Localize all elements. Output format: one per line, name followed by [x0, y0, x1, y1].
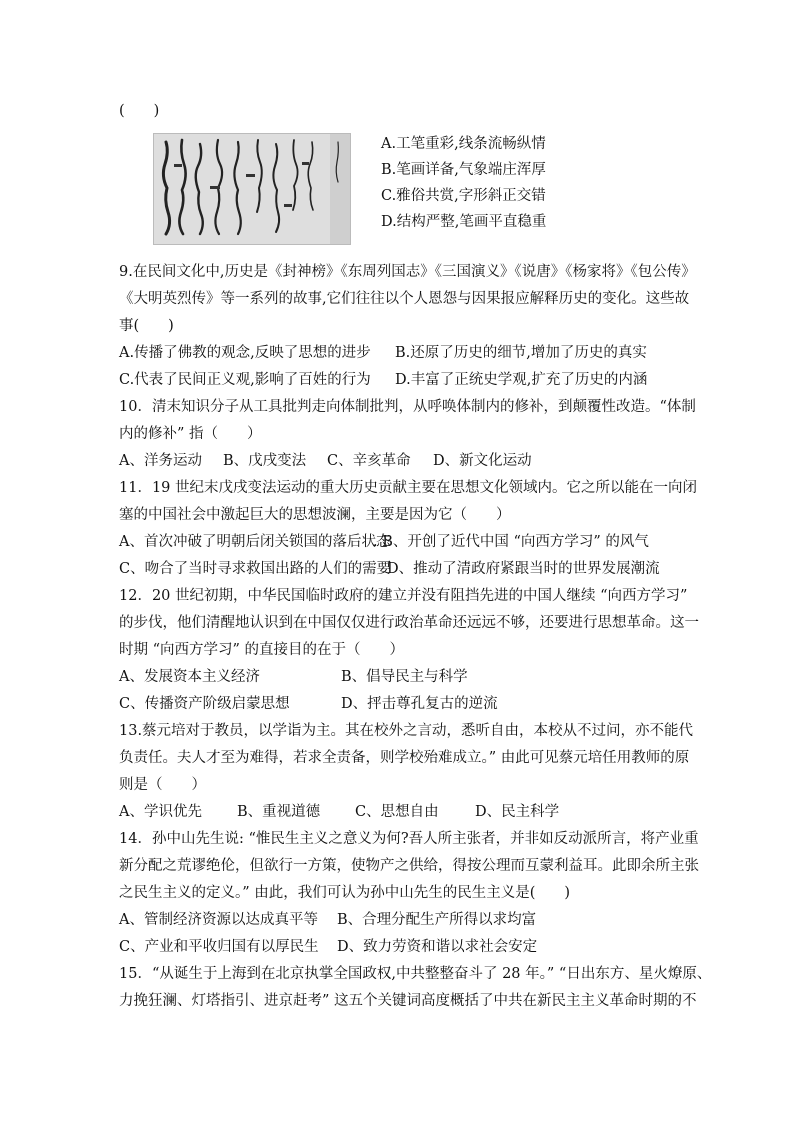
q12-stem-line-2: 的步伐，他们清醒地认识到在中国仅仅进行政治革命还远远不够，还要进行思想革命。这一: [119, 615, 699, 631]
q11-option-a: A、首次冲破了明朝后闭关锁国的落后状态: [119, 534, 391, 550]
q14-option-d: D、致力劳资和谐以求社会安定: [337, 939, 538, 955]
q12-stem-line-3: 时期 “向西方学习” 的直接目的在于（ ）: [119, 642, 405, 658]
q13-option-d: D、民主科学: [475, 804, 560, 820]
q13-option-c: C、思想自由: [355, 804, 439, 820]
q11-stem-line-2: 塞的中国社会中激起巨大的思想波澜，主要是因为它（ ）: [119, 507, 511, 523]
q10-stem-line-1: 10．清末知识分子从工具批判走向体制批判，从呼唤体制内的修补，到颠覆性改造。“体制: [119, 399, 696, 415]
q12-option-d: D、抨击尊孔复古的逆流: [341, 696, 498, 712]
q14-option-b: B、合理分配生产所得以求均富: [337, 912, 537, 928]
q10-stem-line-2: 内的修补” 指（ ）: [119, 426, 262, 442]
q10-option-b: B、戊戌变法: [223, 453, 307, 469]
q12-option-a: A、发展资本主义经济: [119, 669, 260, 685]
q11-option-b: . B、开创了近代中国 “向西方学习” 的风气: [373, 534, 649, 550]
q15-stem-line-1: 15．“从诞生于上海到在北京执掌全国政权,中共整整奋斗了 28 年。” “日出东方、星火燎原、: [119, 966, 712, 982]
q14-stem-line-2: 新分配之荒谬绝伦，但欲行一方策，使物产之供给，得按公理而互蒙利益耳。此即余所主张: [119, 858, 699, 874]
q11-stem-line-1: 11．19 世纪末戊戌变法运动的重大历史贡献主要在思想文化领域内。它之所以能在一向闭: [119, 480, 698, 496]
q9-option-b: B.还原了历史的细节,增加了历史的真实: [395, 345, 647, 361]
q10-option-d: D、新文化运动: [433, 453, 532, 469]
q13-option-b: B、重视道德: [237, 804, 321, 820]
q8-option-c: C.雅俗共赏,字形斜正交错: [381, 188, 546, 204]
q12-stem-line-1: 12．20 世纪初期，中华民国临时政府的建立并没有阻挡先进的中国人继续 “向西方学习”: [119, 588, 688, 604]
q8-option-d: D.结构严整,笔画平直稳重: [381, 214, 547, 230]
q14-option-c: C、产业和平收归国有以厚民生: [119, 939, 319, 955]
q14-option-a: A、管制经济资源以达成真平等: [119, 912, 318, 928]
q8-option-a: A.工笔重彩,线条流畅纵情: [381, 136, 546, 152]
q8-answer-bracket: ( ): [119, 103, 160, 119]
q13-stem-line-3: 则是（ ）: [119, 777, 206, 793]
q13-stem-line-2: 负责任。夫人才至为难得，若求全责备，则学校殆难成立。” 由此可见蔡元培任用教师的原: [119, 750, 690, 766]
q10-option-c: C、辛亥革命: [327, 453, 411, 469]
q11-option-c: C、吻合了当时寻求救国出路的人们的需要: [119, 561, 392, 577]
q15-stem-line-2: 力挽狂澜、灯塔指引、进京赶考” 这五个关键词高度概括了中共在新民主主义革命时期的不: [119, 993, 697, 1009]
q12-option-c: C、传播资产阶级启蒙思想: [119, 696, 290, 712]
q13-stem-line-1: 13.蔡元培对于教员，以学诣为主。其在校外之言动，悉听自由，本校从不过问，亦不能代: [119, 723, 694, 739]
q9-option-c: C.代表了民间正义观,影响了百姓的行为: [119, 372, 371, 388]
q9-option-d: D.丰富了正统史学观,扩充了历史的内涵: [395, 372, 648, 388]
q13-option-a: A、学识优先: [119, 804, 202, 820]
q14-stem-line-1: 14．孙中山先生说: “惟民生主义之意义为何?吾人所主张者，并非如反动派所言，将产业重: [119, 831, 699, 847]
calligraphy-drawing: [154, 134, 350, 244]
q10-option-a: A、洋务运动: [119, 453, 202, 469]
q9-option-a: A.传播了佛教的观念,反映了思想的进步: [119, 345, 371, 361]
q8-option-b: B.笔画详备,气象端庄浑厚: [381, 162, 546, 178]
calligraphy-image: [153, 133, 351, 245]
q12-option-b: B、倡导民主与科学: [341, 669, 468, 685]
q14-stem-line-3: 之民生主义的定义。” 由此，我们可认为孙中山先生的民生主义是( ): [119, 885, 571, 901]
q9-stem-line-2: 《大明英烈传》等一系列的故事,它们往往以个人恩怨与因果报应解释历史的变化。这些故: [119, 291, 690, 307]
q11-option-d: D、推动了清政府紧跟当时的世界发展潮流: [387, 561, 660, 577]
q9-stem-line-1: 9.在民间文化中,历史是《封神榜》《东周列国志》《三国演义》《说唐》《杨家将》《包公传》: [119, 264, 696, 280]
q9-stem-line-3: 事( ): [119, 318, 174, 334]
